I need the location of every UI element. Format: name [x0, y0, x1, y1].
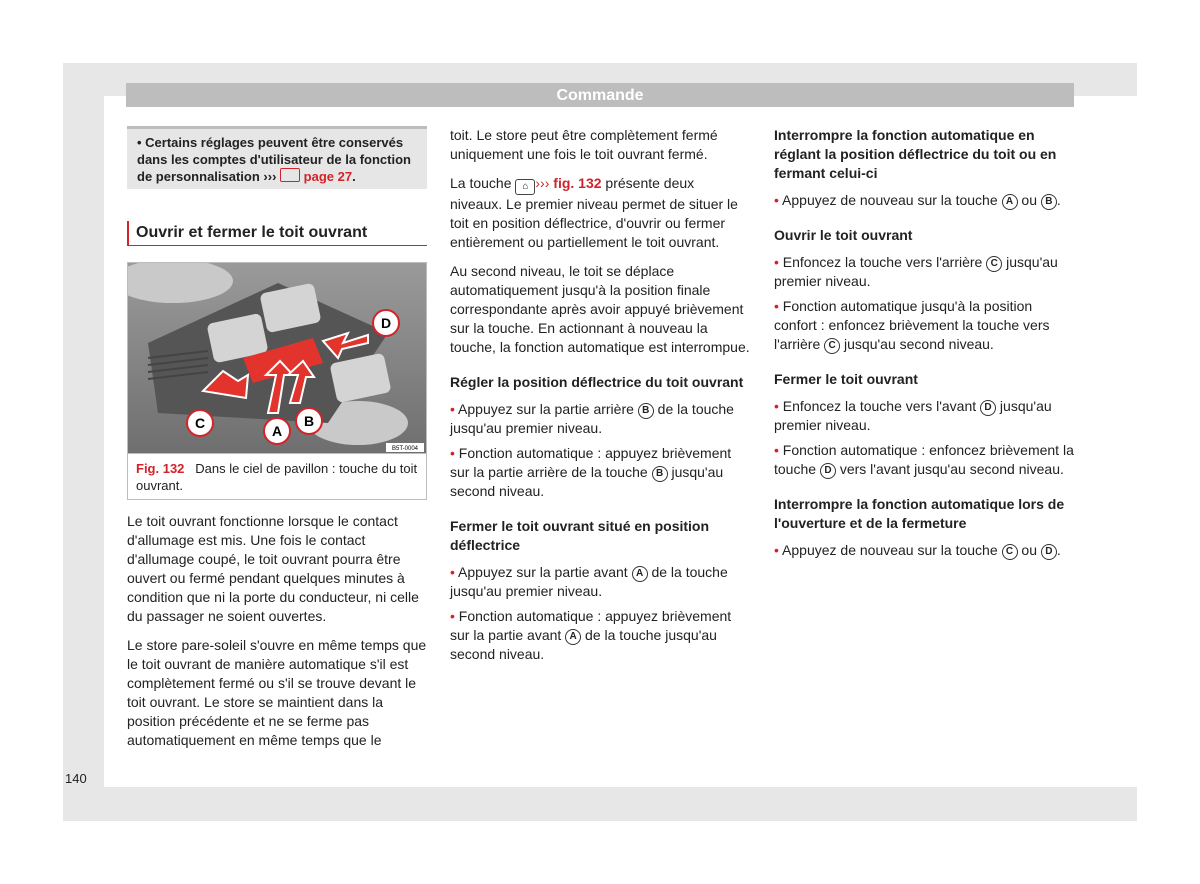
list-item — [774, 397, 1074, 435]
list-item — [774, 191, 1074, 210]
key-b: B — [1041, 194, 1057, 210]
text: Fonction automatique : enfoncez brièvement la touche — [774, 442, 1074, 477]
text: jusqu'au second niveau. — [450, 464, 724, 499]
bullet-dot: • — [774, 192, 779, 208]
col2-paragraph-2 — [450, 174, 750, 252]
col2-paragraph-1: toit. Le store peut être complètement fermé uniquement une fois le toit ouvrant fermé. — [450, 127, 718, 162]
list-item — [774, 253, 1074, 291]
text: ou — [1017, 192, 1041, 208]
text: Enfoncez la touche vers l'arrière — [782, 254, 987, 270]
heading-deflector: Régler la position déflectrice du toit ouvrant — [450, 374, 744, 390]
note-link[interactable]: page 27 — [303, 169, 353, 184]
text: Fonction automatique jusqu'à la position confort : enfoncez brièvement la touche vers l'arrière — [774, 298, 1050, 352]
text: Appuyez de nouveau sur la touche — [782, 192, 1002, 208]
fig-link[interactable]: fig. 132 — [553, 175, 602, 191]
bullet-dot: • — [450, 564, 455, 580]
note-text: • Certains réglages peuvent être conservés dans les comptes d'utilisateur de la fonction de personnalisation — [137, 135, 411, 184]
list-item — [774, 541, 1074, 560]
text: . — [1056, 542, 1061, 558]
text: Fonction automatique : appuyez brièvement sur la partie avant — [450, 608, 732, 643]
key-d: D — [980, 400, 996, 416]
text: jusqu'au premier niveau. — [774, 398, 1052, 433]
figure-label-d: D — [380, 315, 392, 331]
list-item — [450, 563, 750, 601]
text: jusqu'au second niveau. — [840, 336, 994, 352]
p2-arrows: ››› — [535, 175, 554, 191]
col1-paragraph-1: Le toit ouvrant fonctionne lorsque le contact d'allumage est mis. Une fois le contact d'allumage coupé, le toit ouvrant pourra être ouvert ou fermé pendant quelques minutes à condition que ni la porte du conducteur, ni celle du passager ne soient ouvertes. — [127, 513, 419, 624]
list-item — [450, 400, 750, 438]
column-1 — [127, 126, 427, 760]
key-b: B — [652, 466, 668, 482]
key-a: A — [632, 566, 648, 582]
key-a: A — [1002, 194, 1018, 210]
bullet-dot: • — [774, 542, 779, 558]
heading-close-deflector: Fermer le toit ouvrant situé en position déflectrice — [450, 518, 710, 553]
figure-code: B5T-0004 — [391, 446, 419, 452]
key-d: D — [1041, 544, 1057, 560]
bullet-dot: • — [450, 401, 455, 417]
text: vers l'avant jusqu'au second niveau. — [835, 461, 1064, 477]
text: de la touche jusqu'au premier niveau. — [450, 401, 734, 436]
note-end: . — [352, 169, 356, 184]
bullet-dot: • — [450, 445, 455, 461]
heading-interrupt-open-close: Interrompre la fonction automatique lors de l'ouverture et de la fermeture — [774, 496, 1065, 531]
column-3 — [774, 126, 1074, 566]
caption-number: Fig. 132 — [136, 461, 185, 476]
key-b: B — [638, 403, 654, 419]
col2-paragraph-3: Au second niveau, le toit se déplace automatiquement jusqu'à la position finale correspondante après avoir appuyé brièvement sur la touche. En actionnant à nouveau la touche, la fonction automatique est interrompue. — [450, 263, 750, 355]
key-c: C — [1002, 544, 1018, 560]
p2-rest: présente deux niveaux. Le premier niveau permet de situer le toit en position déflectrice, d'ouvrir ou fermer entièrement ou partiellement le toit ouvrant. — [450, 175, 738, 250]
section-title: Ouvrir et fermer le toit ouvrant — [127, 221, 427, 246]
page-number: 140 — [65, 771, 87, 786]
bullet-dot: • — [774, 398, 779, 414]
key-c: C — [824, 338, 840, 354]
key-a: A — [565, 629, 581, 645]
bullet-dot: • — [774, 298, 779, 314]
text: de la touche jusqu'au second niveau. — [450, 627, 717, 662]
text: de la touche jusqu'au premier niveau. — [450, 564, 728, 599]
page-header: Commande — [126, 83, 1074, 107]
book-icon — [280, 168, 300, 182]
text: jusqu'au premier niveau. — [774, 254, 1058, 289]
figure-132 — [127, 262, 427, 500]
column-2 — [450, 126, 750, 670]
text: ou — [1017, 542, 1041, 558]
list-item — [450, 607, 750, 664]
text: Enfoncez la touche vers l'avant — [782, 398, 981, 414]
col1-paragraph-2: Le store pare-soleil s'ouvre en même temps que le toit ouvrant de manière automatique s'il est complètement fermé ou s'il se trouve devant le toit ouvrant. Le store se maintient dans la position précédente et ne se ferme pas automatiquement en même temps que le — [127, 637, 427, 748]
note-box — [127, 126, 427, 189]
heading-interrupt-deflector: Interrompre la fonction automatique en réglant la position déflectrice du toit ou en fermant celui-ci — [774, 127, 1057, 181]
text: Appuyez sur la partie arrière — [458, 401, 638, 417]
text: Appuyez de nouveau sur la touche — [782, 542, 1002, 558]
figure-caption — [128, 453, 426, 499]
heading-close: Fermer le toit ouvrant — [774, 371, 918, 387]
list-item — [774, 297, 1074, 354]
key-d: D — [820, 463, 836, 479]
figure-label-b: B — [303, 413, 315, 429]
text: . — [1056, 192, 1061, 208]
sunroof-key-icon: ⌂ — [515, 179, 535, 195]
bullet-dot: • — [774, 442, 779, 458]
text: Fonction automatique : appuyez brièvement sur la partie arrière de la touche — [450, 445, 732, 480]
figure-illustration — [128, 263, 426, 453]
caption-text: Dans le ciel de pavillon : touche du toit ouvrant. — [136, 461, 418, 493]
note-arrows: ››› — [263, 169, 277, 184]
p2-start: La touche — [450, 175, 516, 191]
bullet-dot: • — [450, 608, 455, 624]
text: Appuyez sur la partie avant — [458, 564, 632, 580]
heading-open: Ouvrir le toit ouvrant — [774, 227, 913, 243]
bullet-dot: • — [774, 254, 779, 270]
figure-label-c: C — [194, 415, 206, 431]
list-item — [450, 444, 750, 501]
figure-label-a: A — [271, 423, 283, 439]
list-item — [774, 441, 1074, 479]
key-c: C — [986, 256, 1002, 272]
